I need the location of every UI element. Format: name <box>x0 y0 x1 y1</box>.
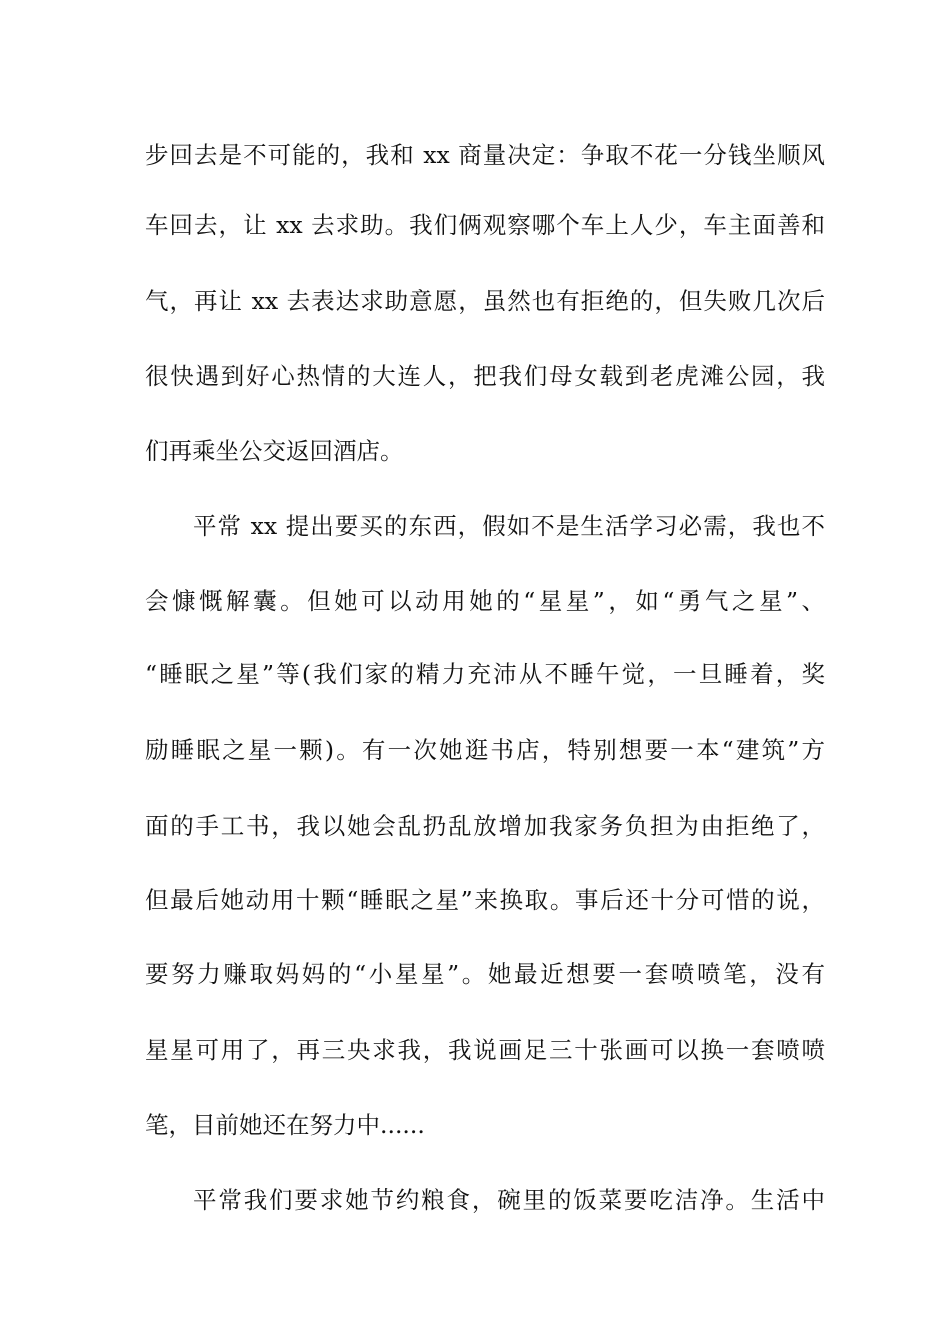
text-line: “睡眠之星”等(我们家的精力充沛从不睡午觉，一旦睡着，奖 <box>145 660 825 688</box>
text-line: 星星可用了，再三央求我，我说画足三十张画可以换一套喷喷 <box>145 1036 825 1064</box>
text-line: 但最后她动用十颗“睡眠之星”来换取。事后还十分可惜的说， <box>145 886 825 914</box>
text-line: 会慷慨解囊。但她可以动用她的“星星”，如“勇气之星”、 <box>145 587 825 615</box>
text-line: 面的手工书，我以她会乱扔乱放增加我家务负担为由拒绝了， <box>145 812 825 840</box>
text-line: 很快遇到好心热情的大连人，把我们母女载到老虎滩公园，我 <box>145 362 825 390</box>
text-line: 要努力赚取妈妈的“小星星”。她最近想要一套喷喷笔，没有 <box>145 960 825 988</box>
paragraph-first-line: 平常 xx 提出要买的东西，假如不是生活学习必需，我也不 <box>193 512 825 540</box>
text-line: 励睡眠之星一颗)。有一次她逛书店，特别想要一本“建筑”方 <box>145 736 825 764</box>
text-line: 步回去是不可能的，我和 xx 商量决定：争取不花一分钱坐顺风 <box>145 141 825 169</box>
text-line: 们再乘坐公交返回酒店。 <box>145 437 404 465</box>
text-line: 笔，目前她还在努力中...... <box>145 1111 425 1139</box>
paragraph-first-line: 平常我们要求她节约粮食，碗里的饭菜要吃洁净。生活中 <box>193 1186 825 1214</box>
text-line: 车回去，让 xx 去求助。我们俩观察哪个车上人少，车主面善和 <box>145 211 825 239</box>
text-line: 气，再让 xx 去表达求助意愿，虽然也有拒绝的，但失败几次后 <box>145 287 825 315</box>
